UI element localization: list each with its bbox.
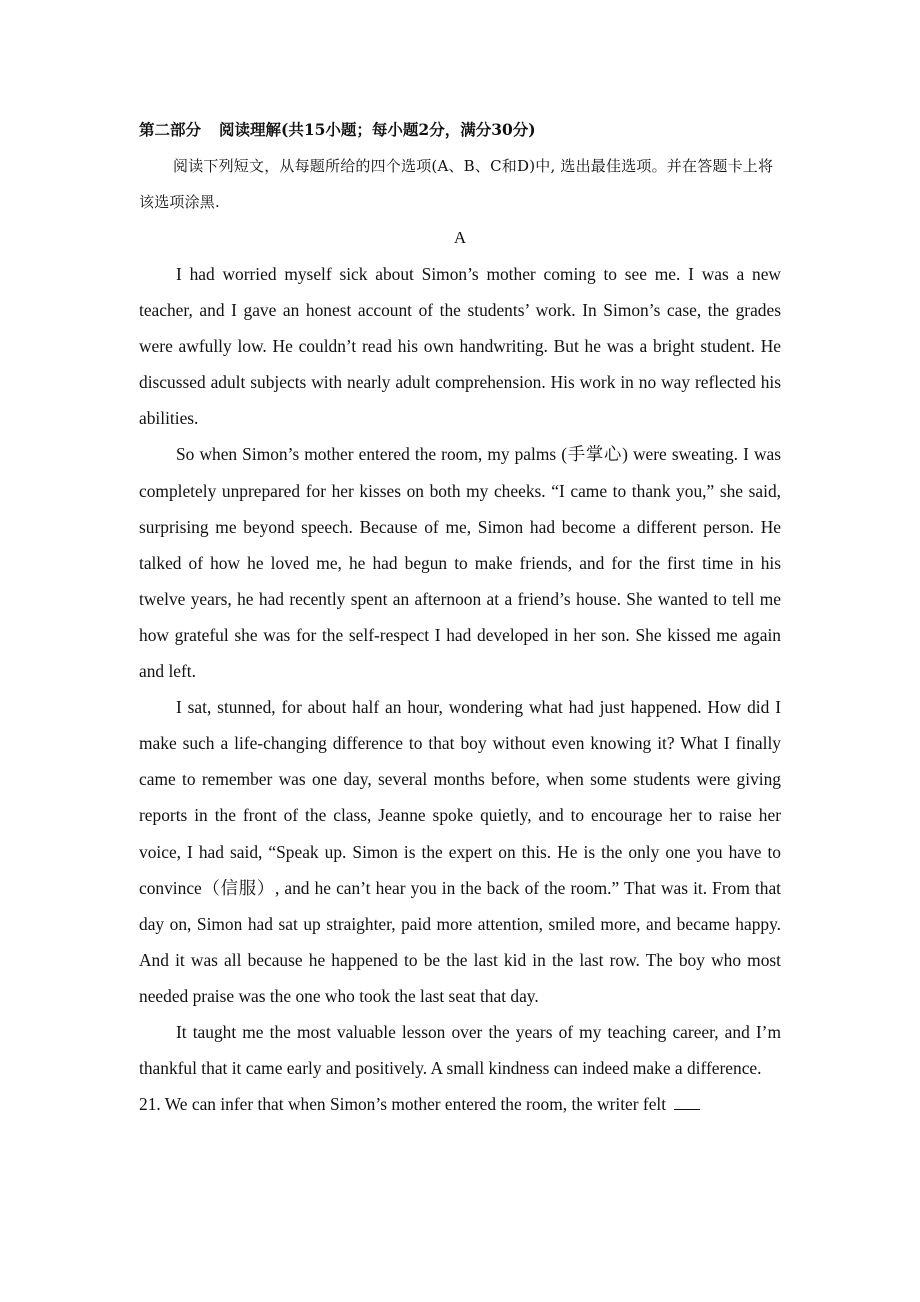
passage-paragraph-3: I sat, stunned, for about half an hour, wondering what had just happened. How did I make such a life-changing difference to that boy without even knowing it? What I finally came to remember was one day, several months before, when some students were giving reports in the front of the class, Jeanne spoke quietly, and to encourage her to raise her voice, I had said, “Speak up. Simon is the expert on this. He is the only one you have to convince（信服）, and he can’t hear you in the back of the room.” That was it. From that day on, Simon had sat up straighter, paid more attention, smiled more, and became happy. And it was all because he happened to be the last kid in the last row. The boy who most needed praise was the one who took the last seat that day. [139,697,781,1006]
answer-blank[interactable] [674,1095,700,1110]
page-content [139,112,781,1122]
section-part-label: 第二部分 [139,120,202,139]
passage-paragraph-2: So when Simon’s mother entered the room, my palms (手掌心) were sweating. I was completely unprepared for her kisses on both my cheeks. “I came to thank you,” she said, surprising me beyond speech. Because of me, Simon had become a different person. He talked of how he loved me, he had begun to make friends, and for the first time in his twelve years, he had recently spent an afternoon at a friend’s house. She wanted to tell me how grateful she was for the self-respect I had developed in her son. She kissed me again and left. [139,444,781,682]
passage-paragraph-4: It taught me the most valuable lesson over the years of my teaching career, and I’m thankful that it came early and positively. A small kindness can indeed make a difference. [139,1021,781,1079]
question-21 [139,1086,781,1122]
section-heading [139,112,781,148]
passage-label: A [453,228,467,247]
section-title: 阅读理解(共15小题；每小题2分，满分30分) [219,120,536,139]
reading-instructions: 阅读下列短文，从每题所给的四个选项(A、B、C和D)中, 选出最佳选项。并在答题卡上将该选项涂黑. [139,157,774,211]
passage-paragraph-1: I had worried myself sick about Simon’s mother coming to see me. I was a new teacher, and I gave an honest account of the students’ work. In Simon’s case, the grades were awfully low. He couldn’t read his own handwriting. But he was a bright student. He discussed adult subjects with nearly adult comprehension. His work in no way reflected his abilities. [139,264,781,429]
question-21-text: 21. We can infer that when Simon’s mother entered the room, the writer felt [139,1094,667,1115]
